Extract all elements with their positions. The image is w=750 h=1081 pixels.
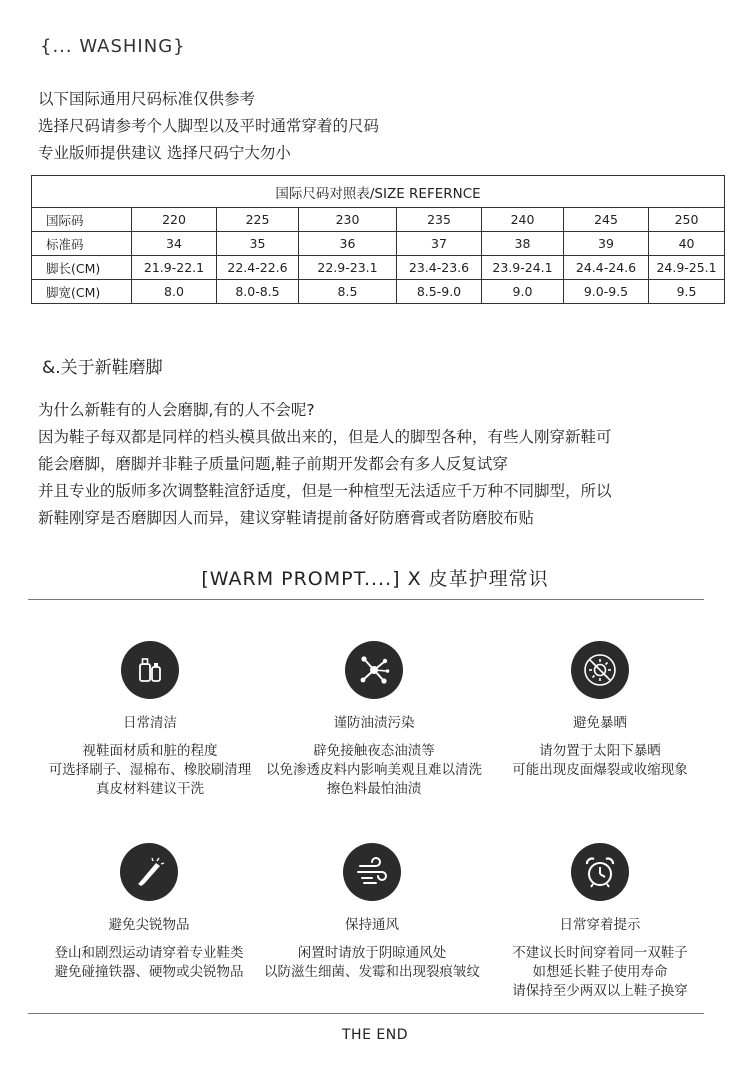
washing-title: {... WASHING}: [40, 36, 186, 57]
desc-line: 以免渗透皮料内影响美观且难以清洗: [266, 762, 482, 778]
table-caption: 国际尺码对照表/SIZE REFERNCE: [32, 176, 725, 208]
table-cell: 22.9-23.1: [299, 256, 397, 280]
desc-line: 辟免接触夜态油渍等: [313, 743, 435, 759]
desc-line: 请勿置于太阳下暴晒: [539, 743, 661, 759]
divider: [28, 599, 704, 600]
desc-line: 不建议长时间穿着同一双鞋子: [512, 945, 688, 961]
table-cell: 36: [299, 232, 397, 256]
table-row: [32, 280, 725, 304]
table-cell: 9.0: [482, 280, 564, 304]
table-cell: 21.9-22.1: [132, 256, 217, 280]
table-cell: 9.5: [649, 280, 725, 304]
care-item-desc: [249, 742, 499, 799]
intro-line: 专业版师提供建议 选择尺码宁大勿小: [38, 144, 291, 162]
table-cell: 24.4-24.6: [564, 256, 649, 280]
table-cell: 225: [217, 208, 299, 232]
table-cell: 245: [564, 208, 649, 232]
warm-prompt-title: [WARM PROMPT....] X 皮革护理常识: [201, 568, 549, 590]
care-item-title: 谨防油渍污染: [333, 715, 415, 731]
cleaning-bottles-icon: [121, 641, 179, 699]
no-sun-icon: [571, 641, 629, 699]
care-item-title: 日常清洁: [123, 715, 177, 731]
new-shoe-section-title: &.关于新鞋磨脚: [42, 358, 163, 378]
row-label: 国际码: [32, 208, 132, 232]
care-item-title: 日常穿着提示: [559, 917, 641, 933]
care-item-daily-cleaning: [25, 641, 275, 799]
paragraph-line: 新鞋刚穿是否磨脚因人而异，建议穿鞋请提前备好防磨膏或者防磨胶布贴: [38, 509, 535, 527]
care-item-oil-stain: [249, 641, 499, 799]
table-cell: 240: [482, 208, 564, 232]
the-end-text: THE END: [342, 1027, 408, 1043]
desc-line: 可选择刷子、湿棉布、橡胶刷清理: [48, 762, 252, 778]
desc-line: 如想延长鞋子使用寿命: [532, 964, 668, 980]
table-cell: 23.4-23.6: [397, 256, 482, 280]
care-item-desc: [24, 944, 274, 982]
paragraph-line: 为什么新鞋有的人会磨脚,有的人不会呢?: [38, 401, 315, 419]
care-item-desc: [475, 944, 725, 1001]
care-item-title: 保持通风: [345, 917, 399, 933]
care-item-ventilation: [247, 843, 497, 982]
ventilation-wind-icon: [343, 843, 401, 901]
care-item-desc: [247, 944, 497, 982]
table-cell: 8.0-8.5: [217, 280, 299, 304]
new-shoe-section-body: [38, 397, 612, 532]
table-cell: 37: [397, 232, 482, 256]
intro-text: [38, 86, 379, 167]
desc-line: 可能出现皮面爆裂或收缩现象: [512, 762, 688, 778]
intro-line: 以下国际通用尺码标准仅供参考: [38, 90, 256, 108]
care-item-desc: [25, 742, 275, 799]
intro-line: 选择尺码请参考个人脚型以及平时通常穿着的尺码: [38, 117, 380, 135]
table-row: [32, 256, 725, 280]
desc-line: 请保持至少两双以上鞋子换穿: [512, 983, 688, 999]
paragraph-line: 能会磨脚，磨脚并非鞋子质量问题,鞋子前期开发都会有多人反复试穿: [38, 455, 508, 473]
desc-line: 避免碰撞铁器、硬物或尖锐物品: [54, 964, 244, 980]
divider: [28, 1013, 704, 1014]
desc-line: 登山和剧烈运动请穿着专业鞋类: [54, 945, 244, 961]
care-item-title: 避免暴晒: [573, 715, 627, 731]
size-reference-table: [31, 175, 725, 304]
table-cell: 24.9-25.1: [649, 256, 725, 280]
desc-line: 闲置时请放于阴晾通风处: [297, 945, 447, 961]
row-label: 脚长(CM): [32, 256, 132, 280]
table-cell: 23.9-24.1: [482, 256, 564, 280]
table-cell: 8.5-9.0: [397, 280, 482, 304]
desc-line: 以防滋生细菌、发霉和出现裂痕皱纹: [264, 964, 480, 980]
sharp-knife-icon: [120, 843, 178, 901]
table-cell: 9.0-9.5: [564, 280, 649, 304]
table-cell: 39: [564, 232, 649, 256]
table-cell: 230: [299, 208, 397, 232]
table-cell: 8.5: [299, 280, 397, 304]
paragraph-line: 并且专业的版师多次调整鞋渲舒适度，但是一种楦型无法适应千万种不同脚型，所以: [38, 482, 612, 500]
table-cell: 35: [217, 232, 299, 256]
table-row: [32, 232, 725, 256]
care-item-desc: [475, 742, 725, 780]
row-label: 标准码: [32, 232, 132, 256]
care-item-daily-wear: [475, 843, 725, 1001]
care-item-title: 避免尖锐物品: [108, 917, 190, 933]
table-cell: 40: [649, 232, 725, 256]
desc-line: 擦色料最怕油渍: [326, 781, 422, 797]
table-cell: 34: [132, 232, 217, 256]
row-label: 脚宽(CM): [32, 280, 132, 304]
alarm-clock-icon: [571, 843, 629, 901]
care-item-avoid-sun: [475, 641, 725, 780]
table-cell: 220: [132, 208, 217, 232]
table-cell: 22.4-22.6: [217, 256, 299, 280]
desc-line: 视鞋面材质和脏的程度: [82, 743, 218, 759]
table-cell: 235: [397, 208, 482, 232]
paragraph-line: 因为鞋子每双都是同样的档头模具做出来的，但是人的脚型各种，有些人刚穿新鞋可: [38, 428, 612, 446]
table-cell: 38: [482, 232, 564, 256]
table-cell: 250: [649, 208, 725, 232]
table-cell: 8.0: [132, 280, 217, 304]
care-item-avoid-sharp: [24, 843, 274, 982]
table-row: [32, 208, 725, 232]
desc-line: 真皮材料建议干洗: [96, 781, 204, 797]
oil-stain-splash-icon: [345, 641, 403, 699]
